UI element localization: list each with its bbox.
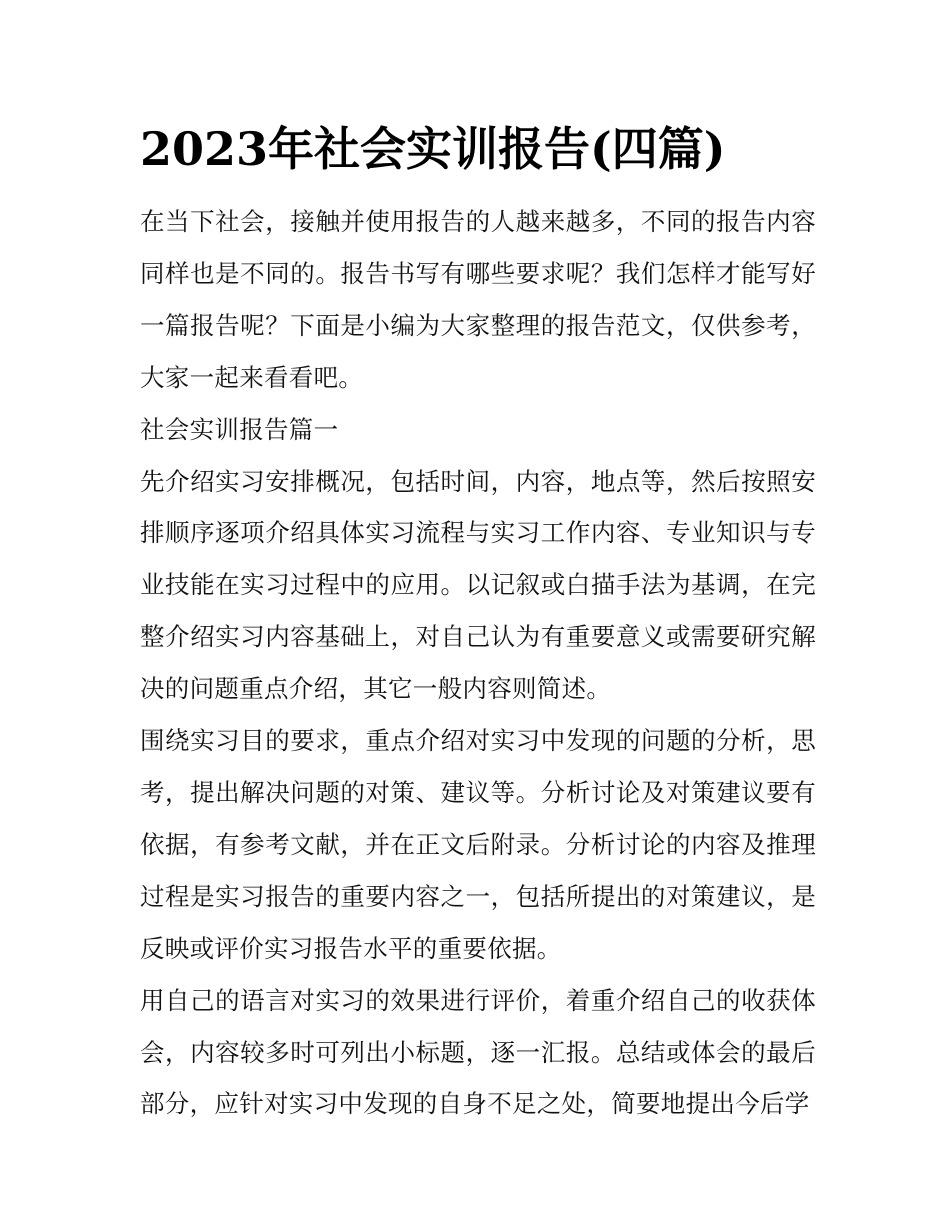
body-paragraph: 用自己的语言对实习的效果进行评价，着重介绍自己的收获体会，内容较多时可列出小标题，逐一汇报。总结或体会的最后部分，应针对实习中发现的自身不足之处，简要地提出今后学	[140, 985, 816, 1119]
section-heading: 社会实训报告篇一	[140, 414, 339, 444]
document-body	[140, 196, 816, 1130]
document-title: 2023年社会实训报告(四篇)	[140, 122, 726, 176]
body-paragraph: 围绕实习目的要求，重点介绍对实习中发现的问题的分析，思考，提出解决问题的对策、建议等。分析讨论及对策建议要有依据，有参考文献，并在正文后附录。分析讨论的内容及推理过程是实习报告的重要内容之一，包括所提出的对策建议，是反映或评价实习报告水平的重要依据。	[140, 726, 816, 963]
intro-paragraph: 在当下社会，接触并使用报告的人越来越多，不同的报告内容同样也是不同的。报告书写有哪些要求呢？我们怎样才能写好一篇报告呢？下面是小编为大家整理的报告范文，仅供参考，大家一起来看看吧。	[140, 207, 816, 392]
body-paragraph: 先介绍实习安排概况，包括时间，内容，地点等，然后按照安排顺序逐项介绍具体实习流程与实习工作内容、专业知识与专业技能在实习过程中的应用。以记叙或白描手法为基调，在完整介绍实习内容基础上，对自己认为有重要意义或需要研究解决的问题重点介绍，其它一般内容则简述。	[140, 466, 816, 704]
